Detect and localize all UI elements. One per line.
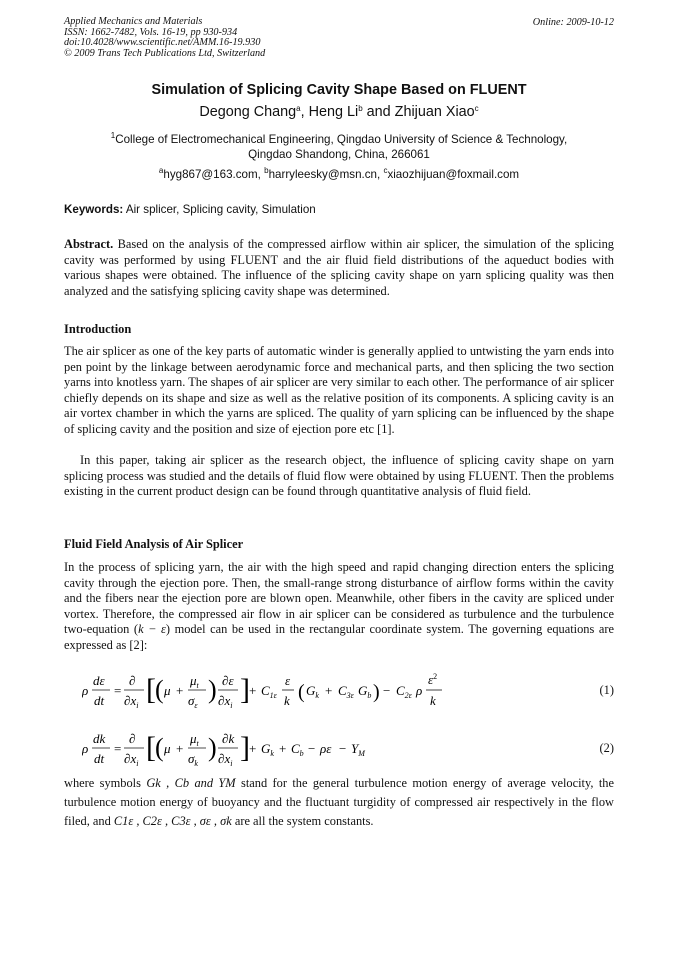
svg-text:(: ( — [155, 733, 164, 762]
author-name: Heng Li — [308, 104, 359, 120]
equation-2 — [82, 728, 614, 770]
svg-text:σk: $\sigma_k$ — [188, 751, 198, 768]
abstract-label: Abstract. — [64, 237, 114, 251]
svg-text:∂xi: $\partial x_i$ — [218, 693, 233, 710]
email-address: harryleesky@msn.cn — [268, 168, 377, 181]
svg-text:=: = — [114, 741, 122, 756]
copyright-line: © 2009 Trans Tech Publications Ltd, Switzerland — [64, 47, 266, 59]
svg-text:[: [ — [146, 673, 156, 706]
svg-text:μ: μ — [164, 683, 171, 698]
svg-text:μ: μ — [164, 741, 171, 756]
author-sup: b — [358, 104, 363, 113]
svg-text:∂xi: $\partial x_i$ — [124, 751, 139, 768]
svg-text:−: − — [383, 683, 391, 698]
doi-line: doi:10.4028/www.scientific.net/AMM.16-19.930 — [64, 37, 261, 49]
svg-text:=: = — [114, 683, 122, 698]
affiliation-sup: 1 — [110, 131, 116, 140]
journal-header — [64, 17, 265, 59]
svg-text:+: + — [176, 683, 184, 698]
svg-text:−: − — [308, 741, 316, 756]
author-sup: a — [296, 104, 301, 113]
svg-text:ε2: $\varepsilon^2$ — [428, 672, 438, 687]
journal-name: Applied Mechanics and Materials — [64, 16, 203, 27]
svg-text:(: ( — [155, 675, 164, 704]
svg-text:+: + — [325, 683, 333, 698]
affiliation — [90, 132, 588, 162]
paragraph-text: stand for the general turbulence motion energy of average velocity, the turbulence motion energy of buoyancy and the fluctuant turgidity of compressed air respectively in the flow filed, and — [64, 776, 614, 828]
paragraph-text: where symbols — [64, 776, 141, 790]
svg-text:(: ( — [298, 681, 305, 703]
svg-text:): ) — [208, 675, 217, 704]
svg-text:dt: dt — [94, 751, 105, 766]
email-address: hyg867@163.com — [163, 168, 258, 181]
email-sup: b — [264, 166, 269, 175]
where-paragraph — [64, 774, 614, 831]
author-sep: and — [362, 104, 395, 120]
svg-text:μt: $\mu_t$ — [190, 731, 199, 748]
paper-title: Simulation of Splicing Cavity Shape Based on FLUENT — [151, 82, 527, 98]
svg-text:+: + — [176, 741, 184, 756]
svg-text:Gk: $G_k$ — [306, 683, 319, 700]
svg-text:−: − — [339, 741, 347, 756]
abstract-text: Based on the analysis of the compressed airflow within air splicer, the simulation of the splicing cavity was performed by using FLUENT and the air fluid field distributions of the aqueduct bodies with various shapes were obtained. The influence of the splicing cavity shape on yarn splicing quality was then analyzed and the satisfying splicing cavity shape was determined. — [64, 237, 614, 298]
svg-text:dε: dε — [93, 673, 105, 688]
svg-text:Gb: $G_b$ — [358, 683, 372, 700]
equation-2-number: (2) — [599, 741, 614, 755]
svg-text:∂ε: ∂ε — [222, 673, 234, 688]
affiliation-text: College of Electromechanical Engineering, Qingdao University of Science & Technology, Qingdao Shandong, China, 266061 — [115, 133, 568, 161]
svg-text:C2ε: $C_{2\varepsilon}$ — [396, 683, 412, 700]
author-sep: , — [300, 104, 309, 120]
intro-paragraph-1: The air splicer as one of the key parts of automatic winder is generally applied to untwisting the yarn ends into pen point by the linkage between aerodynamic force and mechanical parts, and then splicing the two section yarns into knotless yarn. The shapes of air splicer are very similar to each other. The performance of air splicer chiefly depends on its shape and size as well as the relative position of its components. A splicing cavity is an air vortex chamber in which the yarns are spliced. The quality of yarn splicing can be influenced by the shape of splicing cavity and the position and size of ejection pore etc [1]. — [64, 344, 614, 436]
section-heading-fluid-field: Fluid Field Analysis of Air Splicer — [64, 537, 244, 551]
svg-text:): ) — [373, 681, 380, 703]
section-heading-introduction: Introduction — [64, 322, 132, 336]
keywords — [64, 203, 316, 216]
svg-text:Gk: $G_k$ — [261, 741, 274, 758]
email-sup: c — [383, 166, 388, 175]
issn-line: ISSN: 1662-7482, Vols. 16-19, pp 930-934 — [64, 26, 238, 38]
paragraph-text: ) model can be used in the rectangular coordinate system. The governing equations are expressed as [2]: — [64, 622, 614, 652]
author-name: Degong Chang — [199, 104, 297, 120]
equation-1 — [82, 670, 614, 712]
svg-text:Cb: $C_b$ — [291, 741, 304, 758]
author-sup: c — [474, 104, 479, 113]
svg-text:]: ] — [240, 673, 250, 706]
equation-1-number: (1) — [599, 683, 614, 697]
svg-text:k: k — [430, 693, 436, 708]
svg-text:k: k — [284, 693, 290, 708]
svg-text:μt: $\mu_t$ — [190, 673, 199, 690]
svg-text:∂: ∂ — [129, 673, 136, 688]
svg-text:ε: ε — [285, 673, 291, 688]
email-address: xiaozhijuan@foxmail.com — [387, 168, 520, 181]
svg-text:∂xi: $\partial x_i$ — [124, 693, 139, 710]
svg-text:ρε: ρε — [320, 741, 332, 756]
paragraph-text: are all the system constants. — [234, 814, 374, 828]
model-symbol: k − ε — [138, 622, 166, 637]
fluid-field-paragraph — [64, 560, 614, 654]
svg-text:]: ] — [240, 731, 250, 764]
keywords-text: Air splicer, Splicing cavity, Simulation — [125, 203, 316, 216]
svg-text:C1ε: $C_{1\varepsilon}$ — [261, 683, 277, 700]
paragraph-text: In the process of splicing yarn, the air with the high speed and rapid changing direction enters the splicing cavity through the ejection pore. Then, the small-range strong disturbance of airflow forms within the cavity and the fibers near the ejection pore are blown open. Meanwhile, other fibers in the cavity are spliced under vortex. Therefore, the compressed air flow in air splicer can be considered as turbulence and the turbulence two-equation ( — [64, 560, 614, 637]
svg-text:ρ: ρ — [82, 683, 89, 698]
email-sep: , — [257, 168, 265, 181]
keywords-label: Keywords: — [64, 203, 124, 216]
symbol-list: Gk , Cb and YM — [146, 776, 236, 790]
svg-text:ρ: ρ — [416, 683, 423, 698]
svg-text:dk: dk — [93, 731, 106, 746]
svg-text:C3ε: $C_{3\varepsilon}$ — [338, 683, 354, 700]
svg-text:+: + — [249, 683, 257, 698]
email-sup: a — [158, 166, 164, 175]
svg-text:): ) — [208, 733, 217, 762]
equation-2-graphic — [82, 728, 582, 770]
author-name: Zhijuan Xiao — [394, 104, 475, 120]
svg-text:[: [ — [146, 731, 156, 764]
svg-text:∂xi: $\partial x_i$ — [218, 751, 233, 768]
svg-text:σε: $\sigma_\varepsilon$ — [188, 693, 198, 710]
svg-text:YM: $Y_M$ — [351, 741, 365, 758]
online-date: Online: 2009-10-12 — [532, 17, 614, 28]
equation-1-graphic — [82, 670, 582, 712]
svg-text:∂k: ∂k — [222, 731, 235, 746]
email-list — [0, 168, 678, 181]
svg-text:∂: ∂ — [129, 731, 136, 746]
email-sep: , — [376, 168, 384, 181]
author-list — [0, 104, 678, 120]
svg-text:+: + — [249, 741, 257, 756]
svg-text:ρ: ρ — [82, 741, 89, 756]
svg-text:+: + — [279, 741, 287, 756]
svg-text:dt: dt — [94, 693, 105, 708]
constant-list: C1ε , C2ε , C3ε , σε , σk — [113, 814, 232, 828]
intro-paragraph-2: In this paper, taking air splicer as the research object, the influence of splicing cavity shape on yarn splicing process was studied and the details of fluid flow were obtained by using FLUENT. Then the problems existing in the current product design can be found through quantitative analysis of fluid field. — [64, 453, 614, 499]
abstract — [64, 237, 614, 299]
